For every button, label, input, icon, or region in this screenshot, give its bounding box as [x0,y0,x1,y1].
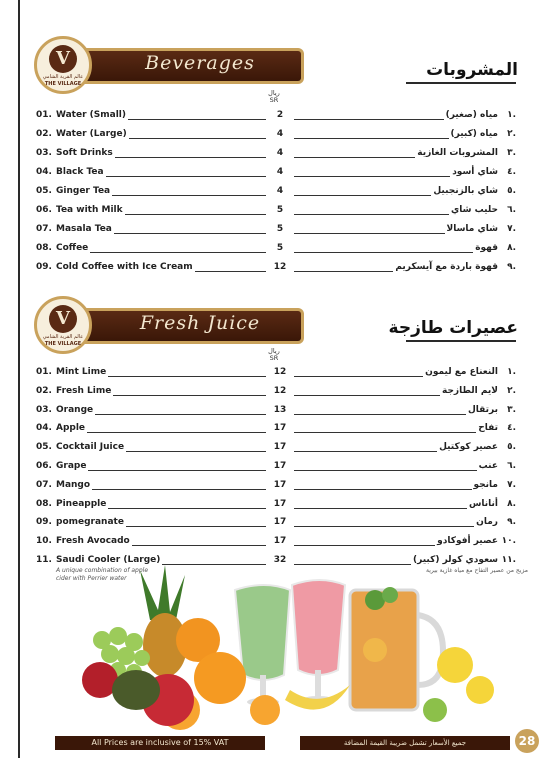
currency-ar: ريال [268,347,280,355]
logo-arabic: عالم القرية الشامي [42,74,84,80]
logo-english: THE VILLAGE [44,341,82,347]
item-number: 06. [36,461,52,471]
item-name-ar: قهوة [475,243,498,253]
item-number: 07. [36,479,52,490]
item-number-ar: ٧. [507,224,516,234]
item-number: 01. [36,367,52,377]
item-number-ar: ٥. [507,442,516,453]
dotted-leader [294,432,494,433]
item-number-ar: ٧. [507,479,516,490]
item-price: 4 [276,148,284,158]
dotted-leader [294,526,494,527]
item-price: 4 [276,186,284,196]
item-price: 2 [276,110,284,120]
item-name-ar: شاي أسود [452,167,498,177]
item-name-ar: رمان [476,517,498,528]
item-name-ar: برتقال [467,404,498,415]
item-number: 03. [36,404,52,415]
item-name-ar: أناناس [468,498,498,509]
item-number-ar: ٩. [507,517,516,528]
left-border-line [18,0,20,758]
item-name: Black Tea [56,167,104,177]
item-number-ar: ٤. [507,423,516,434]
item-name: Orange [56,404,94,415]
item-number: 08. [36,243,52,253]
saudi-cooler-note-ar: مزيج من عصير التفاح مع مياه غازية بيرية [426,567,528,574]
village-logo [34,36,92,94]
menu-item-row [36,205,516,223]
dotted-leader [56,432,266,433]
item-number: 11. [36,555,52,565]
dotted-leader [294,414,494,415]
menu-item-row [36,480,516,498]
menu-item-row [36,461,516,479]
menu-item-row [36,110,516,128]
item-name: Mango [56,479,91,490]
item-price: 5 [276,205,284,215]
menu-item-row [36,536,516,554]
item-price: 12 [273,385,287,396]
item-name: Apple [56,423,86,434]
item-number-ar: ٥. [507,186,516,196]
item-number: 06. [36,205,52,215]
item-price: 12 [273,367,287,377]
vat-notice-en: All Prices are inclusive of 15% VAT [55,736,265,750]
section-rule [406,82,516,84]
dotted-leader [294,489,494,490]
item-number: 04. [36,423,52,434]
item-number-ar: ٣. [507,148,516,158]
menu-item-row [36,405,516,423]
dotted-leader [294,470,494,471]
logo-arabic: عالم القرية الشامي [42,334,84,340]
lemon-icon [423,647,494,722]
menu-item-row [36,262,516,280]
iced-tea-mug-icon [350,587,443,710]
logo-v-mark: V [49,45,77,73]
item-number: 09. [36,262,52,272]
item-number: 02. [36,129,52,139]
item-name: Fresh Avocado [56,536,130,547]
item-name-ar: مياه (صغير) [445,110,498,120]
item-name-ar: سعودي كولر (كبير) [413,555,498,565]
pink-juice-glass-icon [292,580,345,704]
saudi-cooler-note: A unique combination of apple cider with Perrier water [56,567,149,582]
section-rule [406,340,516,342]
item-number-ar: ٢. [507,129,516,139]
item-name: Ginger Tea [56,186,111,196]
item-name-ar: عصير كوكتيل [439,442,498,453]
item-name-ar: مانجو [473,479,498,490]
item-name-ar: عصير أفوكادو [437,536,498,547]
item-number-ar: ٦. [507,205,516,215]
page-number: 28 [515,729,539,753]
menu-item-row [36,442,516,460]
item-number: 05. [36,186,52,196]
vat-notice-ar: جميع الأسعار تشمل ضريبة القيمة المضافة [300,736,510,750]
item-price: 17 [273,479,287,490]
currency-en: SR [269,96,279,104]
menu-item-row [36,148,516,166]
dotted-leader [294,252,494,253]
currency-ar: ريال [268,89,280,97]
fruit-drinks-illustration [80,560,500,730]
item-name: Masala Tea [56,224,112,234]
currency-en: SR [269,354,279,362]
item-number-ar: ١. [507,367,516,377]
item-name-ar: لايم الطازجة [441,385,498,396]
logo-english: THE VILLAGE [44,81,82,87]
item-name-ar: مياه (كبير) [450,129,498,139]
logo-v-mark: V [49,305,77,333]
item-price: 5 [276,224,284,234]
item-price: 4 [276,129,284,139]
item-number-ar: ١١. [501,555,516,565]
item-number: 03. [36,148,52,158]
juice-banner-title: Fresh Juice [139,312,261,334]
menu-item-row [36,517,516,535]
item-number-ar: ٢. [507,385,516,396]
item-number-ar: ٤. [507,167,516,177]
item-price: 32 [273,555,287,565]
item-number-ar: ١٠. [501,536,516,547]
item-price: 17 [273,461,287,471]
item-name-ar: شاي بالزنجبيل [433,186,498,196]
item-number: 07. [36,224,52,234]
item-number: 10. [36,536,52,547]
item-name-ar: قهوة باردة مع آيسكريم [395,262,498,272]
item-number: 04. [36,167,52,177]
currency-label [264,348,284,362]
menu-item-row [36,499,516,517]
item-number: 08. [36,498,52,509]
beverages-arabic-title: المشروبات [426,60,518,80]
item-number: 09. [36,517,52,528]
item-name: Cold Coffee with Ice Cream [56,262,193,272]
avocado-icon [112,670,160,710]
currency-label [264,90,284,104]
item-name: Mint Lime [56,367,107,377]
item-price: 17 [273,517,287,528]
item-name-ar: حليب شاي [451,205,498,215]
item-price: 17 [273,423,287,434]
item-name-ar: تفاح [478,423,498,434]
item-name: Fresh Lime [56,385,112,396]
beverages-banner-title: Beverages [145,52,255,74]
item-name: Tea with Milk [56,205,123,215]
menu-item-row [36,243,516,261]
menu-item-row [36,423,516,441]
item-price: 17 [273,536,287,547]
village-logo [34,296,92,354]
item-price: 5 [276,243,284,253]
item-name-ar: المشروبات الغازية [417,148,498,158]
item-name: Soft Drinks [56,148,113,158]
dotted-leader [294,508,494,509]
item-name: Water (Small) [56,110,126,120]
item-name: Cocktail Juice [56,442,125,453]
item-name-ar: النعناع مع ليمون [425,367,498,377]
item-price: 12 [273,262,287,272]
item-number-ar: ٣. [507,404,516,415]
item-price: 4 [276,167,284,177]
menu-item-row [36,167,516,185]
item-name: pomegranate [56,517,124,528]
menu-item-row [36,367,516,385]
item-price: 13 [273,404,287,415]
item-number-ar: ١. [507,110,516,120]
menu-item-row [36,224,516,242]
item-number-ar: ٨. [507,243,516,253]
menu-item-row [36,386,516,404]
item-price: 17 [273,498,287,509]
item-name: Grape [56,461,87,471]
menu-item-row [36,186,516,204]
item-number: 01. [36,110,52,120]
item-number: 02. [36,385,52,396]
item-name-ar: شاي ماسالا [446,224,498,234]
item-price: 17 [273,442,287,453]
item-name: Coffee [56,243,89,253]
item-name: Water (Large) [56,129,127,139]
item-number-ar: ٩. [507,262,516,272]
item-number-ar: ٦. [507,461,516,471]
menu-item-row [36,129,516,147]
item-number-ar: ٨. [507,498,516,509]
item-name-ar: عنب [478,461,498,471]
item-name: Saudi Cooler (Large) [56,555,161,565]
item-number: 05. [36,442,52,453]
item-name: Pineapple [56,498,107,509]
juice-arabic-title: عصيرات طازجة [388,318,518,338]
